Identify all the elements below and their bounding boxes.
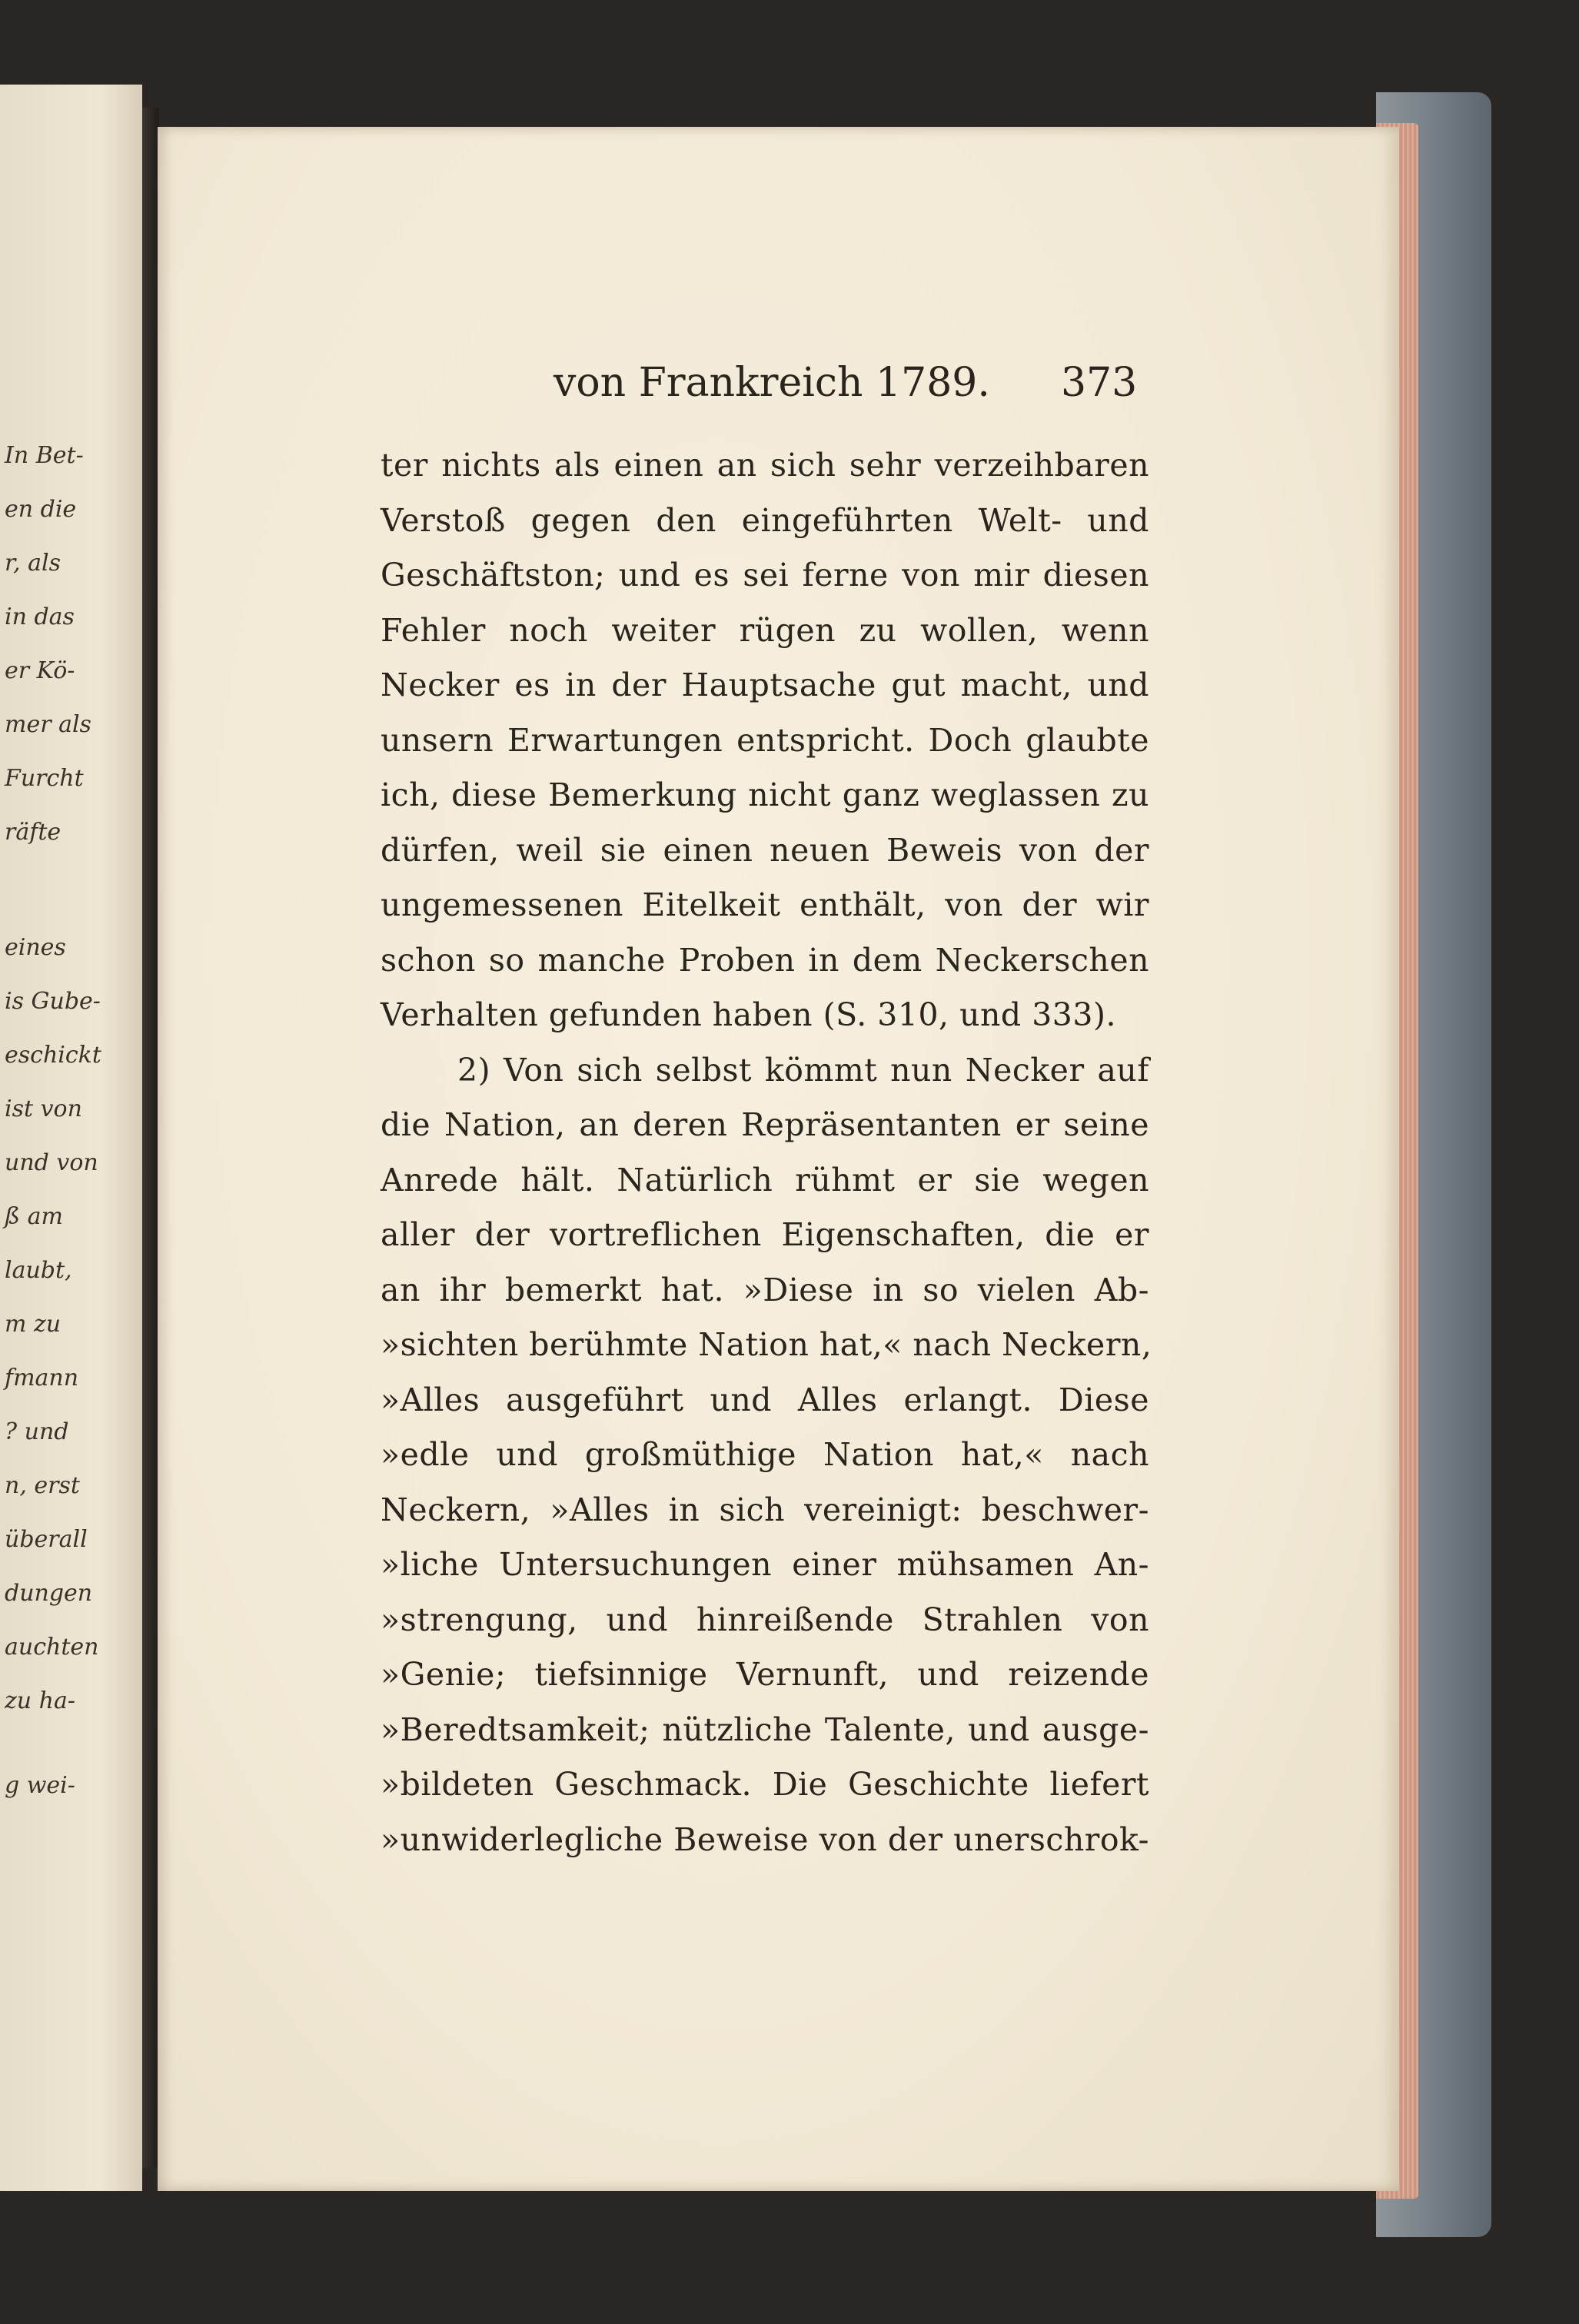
text-line: ter nichts als einen an sich sehr verzeihbaren [381,447,1149,484]
text-line: Neckern, »Alles in sich vereinigt: beschwer- [381,1491,1149,1528]
text-line: »edle und großmüthige Nation hat,« nach [381,1436,1149,1473]
left-page-fragment: is Gube- [5,988,101,1015]
left-page-fragment: dungen [5,1580,93,1607]
text-line: »Beredtsamkeit; nützliche Talente, und ausge- [381,1711,1149,1748]
left-facing-page [0,85,142,2191]
left-page-fragment: mer als [5,711,91,738]
left-page-fragment: g wei- [5,1772,75,1799]
text-line: Anrede hält. Natürlich rühmt er sie wegen [381,1161,1149,1199]
left-page-fragment: In Bet- [5,442,84,469]
left-page-fragment: en die [5,496,77,523]
text-line: »Genie; tiefsinnige Vernunft, und reizende [381,1656,1149,1693]
text-line: 2) Von sich selbst kömmt nun Necker auf [457,1051,1149,1089]
left-page-fragment: fmann [5,1365,79,1391]
left-page-fragment: r, als [5,550,61,577]
text-line: ungemessenen Eitelkeit enthält, von der wir [381,886,1149,923]
text-line: »bildeten Geschmack. Die Geschichte liefert [381,1766,1149,1803]
left-page-fragment: zu ha- [5,1687,76,1714]
text-line: Verstoß gegen den eingeführten Welt- und [381,501,1149,539]
text-line: an ihr bemerkt hat. »Diese in so vielen Ab- [381,1271,1149,1308]
left-page-fragment: ? und [5,1418,69,1445]
text-line: Fehler noch weiter rügen zu wollen, wenn [381,611,1149,649]
text-line: Verhalten gefunden haben (S. 310, und 333). [381,996,1116,1033]
book-gutter [142,108,159,2168]
text-line: ich, diese Bemerkung nicht ganz weglassen zu [381,776,1149,813]
left-page-fragment: Furcht [5,765,84,792]
left-page-fragment: und von [5,1149,98,1176]
text-line: die Nation, an deren Repräsentanten er seine [381,1106,1149,1143]
left-page-fragment: er Kö- [5,657,75,684]
body-text [381,438,1152,1867]
text-line: »unwiderlegliche Beweise von der unerschrok- [381,1820,1149,1858]
text-line: »strengung, und hinreißende Strahlen von [381,1601,1149,1638]
text-line: dürfen, weil sie einen neuen Beweis von der [381,831,1149,869]
page-number: 373 [1061,360,1138,406]
left-page-fragment: auchten [5,1634,99,1661]
text-line: unsern Erwartungen entspricht. Doch glaubte [381,721,1149,759]
left-page-fragment: überall [5,1526,88,1553]
text-line: Geschäftston; und es sei ferne von mir diesen [381,557,1149,593]
text-line: Necker es in der Hauptsache gut macht, und [381,667,1149,703]
text-line: schon so manche Proben in dem Neckerschen [381,941,1149,979]
text-line: aller der vortreflichen Eigenschaften, die er [381,1216,1149,1253]
left-page-fragment: m zu [5,1311,61,1338]
left-page-fragment: eschickt [5,1042,101,1069]
left-page-fragment: eines [5,934,66,961]
left-page-fragment: ist von [5,1096,82,1122]
left-page-fragment: in das [5,603,75,630]
left-page-fragment: ß am [5,1203,63,1230]
left-page-fragment: laubt, [5,1257,72,1284]
running-title: von Frankreich 1789. [553,360,990,406]
text-line: »liche Untersuchungen einer mühsamen An- [381,1546,1149,1583]
left-page-fragment: räfte [5,819,61,846]
left-page-fragment: n, erst [5,1472,80,1499]
text-line: »Alles ausgeführt und Alles erlangt. Diese [381,1381,1149,1418]
text-line: »sichten berühmte Nation hat,« nach Neckern, [381,1326,1152,1363]
